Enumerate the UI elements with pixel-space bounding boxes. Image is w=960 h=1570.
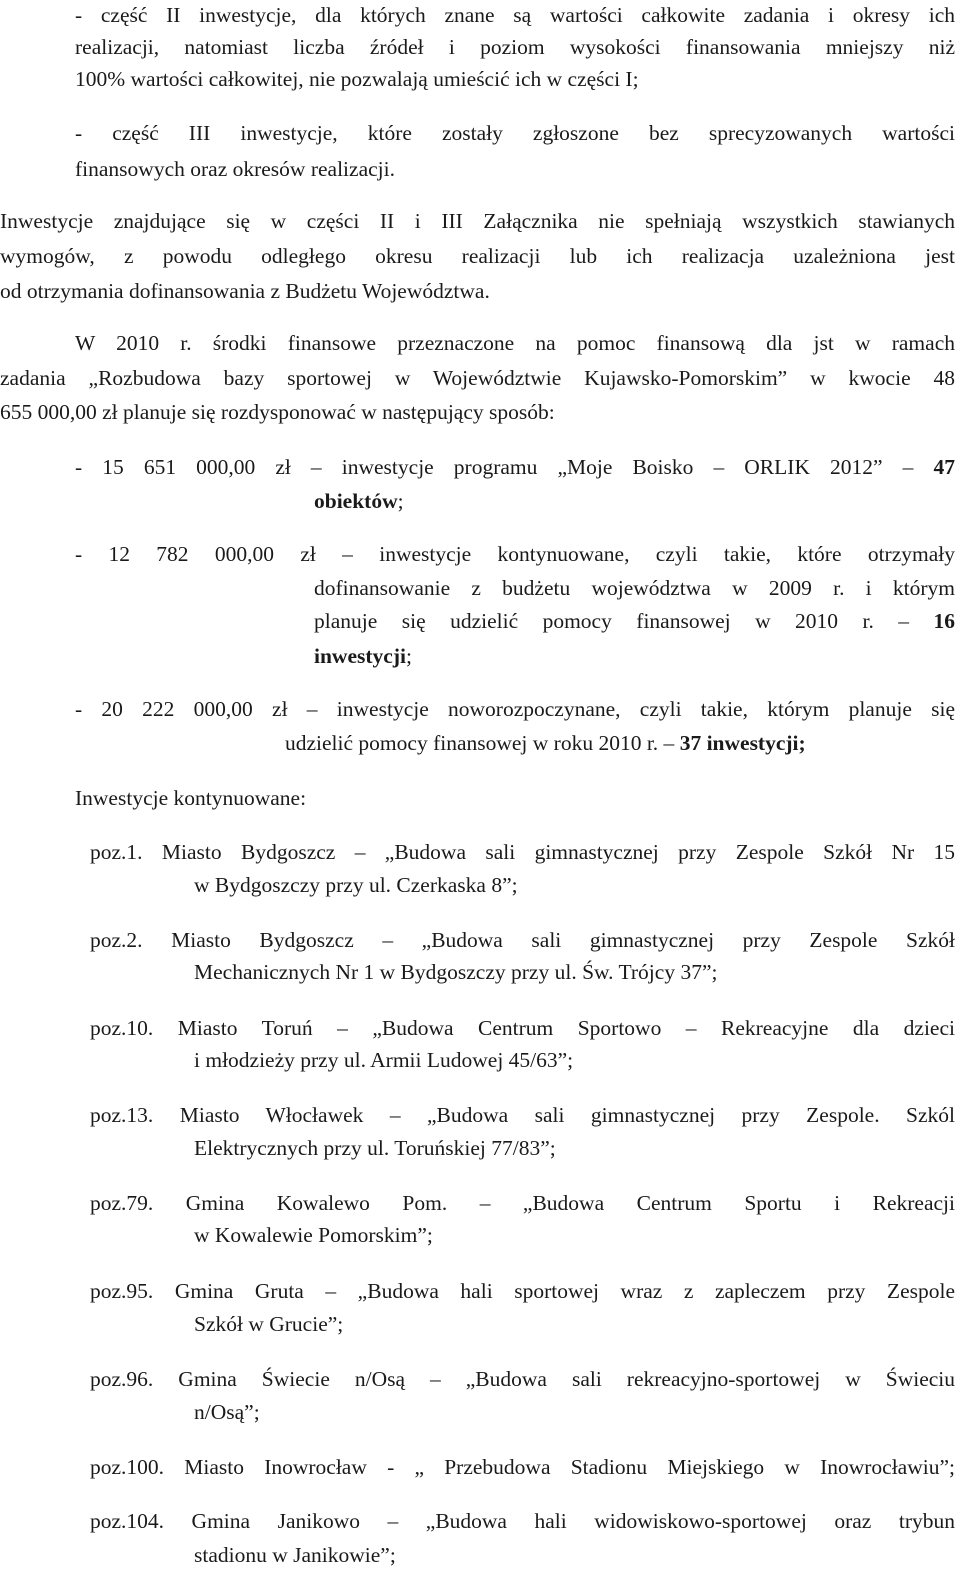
text-line: [75, 452, 955, 482]
continued-heading: Inwestycje kontynuowane:: [75, 786, 307, 810]
text-line: - 20 222 000,00 zł – inwestycje noworozpoczynane, czyli takie, którym planuje się: [75, 697, 955, 721]
text-line: 100% wartości całkowitej, nie pozwalają umieścić ich w części I;: [75, 67, 639, 91]
allocation-text: - 15 651 000,00 zł – inwestycje programu „Moje Boisko – ORLIK 2012” –: [75, 455, 914, 479]
text-line: finansowych oraz okresów realizacji.: [75, 157, 395, 181]
text-line: Inwestycje znajdujące się w części II i III Załącznika nie spełniają wszystkich stawianych: [0, 209, 955, 233]
text-line: poz.13. Miasto Włocławek – „Budowa sali gimnastycznej przy Zespole. Szkól: [90, 1103, 955, 1127]
punctuation: ;: [397, 489, 404, 513]
text-line: w Kowalewie Pomorskim”;: [194, 1223, 433, 1247]
text-line: poz.10. Miasto Toruń – „Budowa Centrum Sportowo – Rekreacyjne dla dzieci: [90, 1016, 955, 1040]
investments-count: 16: [933, 609, 955, 633]
investments-label: inwestycji: [314, 644, 406, 668]
text-line: i młodzieży przy ul. Armii Ludowej 45/63”;: [194, 1048, 574, 1072]
text-line: - część II inwestycje, dla których znane są wartości całkowite zadania i okresy ich: [75, 3, 955, 27]
text-line: 655 000,00 zł planuje się rozdysponować w następujący sposób:: [0, 400, 555, 424]
text-line: realizacji, natomiast liczba źródeł i poziom wysokości finansowania mniejszy niż: [75, 35, 955, 59]
text-line: Szkół w Grucie”;: [194, 1312, 344, 1336]
text-line: Elektrycznych przy ul. Toruńskiej 77/83”;: [194, 1136, 556, 1160]
text-line: od otrzymania dofinansowania z Budżetu Województwa.: [0, 279, 490, 303]
text-line: [314, 606, 955, 636]
objects-label: obiektów: [314, 489, 398, 513]
text-line: w Bydgoszczy przy ul. Czerkaska 8”;: [194, 873, 518, 897]
investments-count: 37 inwestycji;: [679, 731, 806, 755]
text-line: [285, 728, 806, 758]
text-line: zadania „Rozbudowa bazy sportowej w Województwie Kujawsko-Pomorskim” w kwocie 48: [0, 366, 955, 390]
text-line: n/Osą”;: [194, 1400, 260, 1424]
text-line: - 12 782 000,00 zł – inwestycje kontynuowane, czyli takie, które otrzymały: [75, 542, 955, 566]
text-line: dofinansowanie z budżetu województwa w 2009 r. i którym: [314, 576, 955, 600]
text-line: poz.79. Gmina Kowalewo Pom. – „Budowa Centrum Sportu i Rekreacji: [90, 1191, 955, 1215]
text-line: Mechanicznych Nr 1 w Bydgoszczy przy ul. Św. Trójcy 37”;: [194, 960, 718, 984]
text-line: W 2010 r. środki finansowe przeznaczone na pomoc finansową dla jst w ramach: [75, 331, 955, 355]
text-line: poz.100. Miasto Inowrocław - „ Przebudowa Stadionu Miejskiego w Inowrocławiu”;: [90, 1455, 955, 1479]
text-line: [314, 641, 412, 671]
text-line: stadionu w Janikowie”;: [194, 1543, 396, 1567]
objects-count: 47: [933, 455, 955, 479]
punctuation: ;: [405, 644, 412, 668]
text-line: - część III inwestycje, które zostały zgłoszone bez sprecyzowanych wartości: [75, 121, 955, 145]
text-line: poz.1. Miasto Bydgoszcz – „Budowa sali gimnastycznej przy Zespole Szkół Nr 15: [90, 840, 955, 864]
text-line: poz.2. Miasto Bydgoszcz – „Budowa sali gimnastycznej przy Zespole Szkół: [90, 928, 955, 952]
text-line: [314, 486, 404, 516]
allocation-text: planuje się udzielić pomocy finansowej w 2010 r. –: [314, 609, 910, 633]
text-line: wymogów, z powodu odległego okresu realizacji lub ich realizacja uzależniona jest: [0, 244, 955, 268]
text-line: poz.104. Gmina Janikowo – „Budowa hali widowiskowo-sportowej oraz trybun: [90, 1509, 955, 1533]
text-line: poz.96. Gmina Świecie n/Osą – „Budowa sali rekreacyjno-sportowej w Świeciu: [90, 1367, 955, 1391]
allocation-text: udzielić pomocy finansowej w roku 2010 r. –: [285, 731, 675, 755]
text-line: poz.95. Gmina Gruta – „Budowa hali sportowej wraz z zapleczem przy Zespole: [90, 1279, 955, 1303]
